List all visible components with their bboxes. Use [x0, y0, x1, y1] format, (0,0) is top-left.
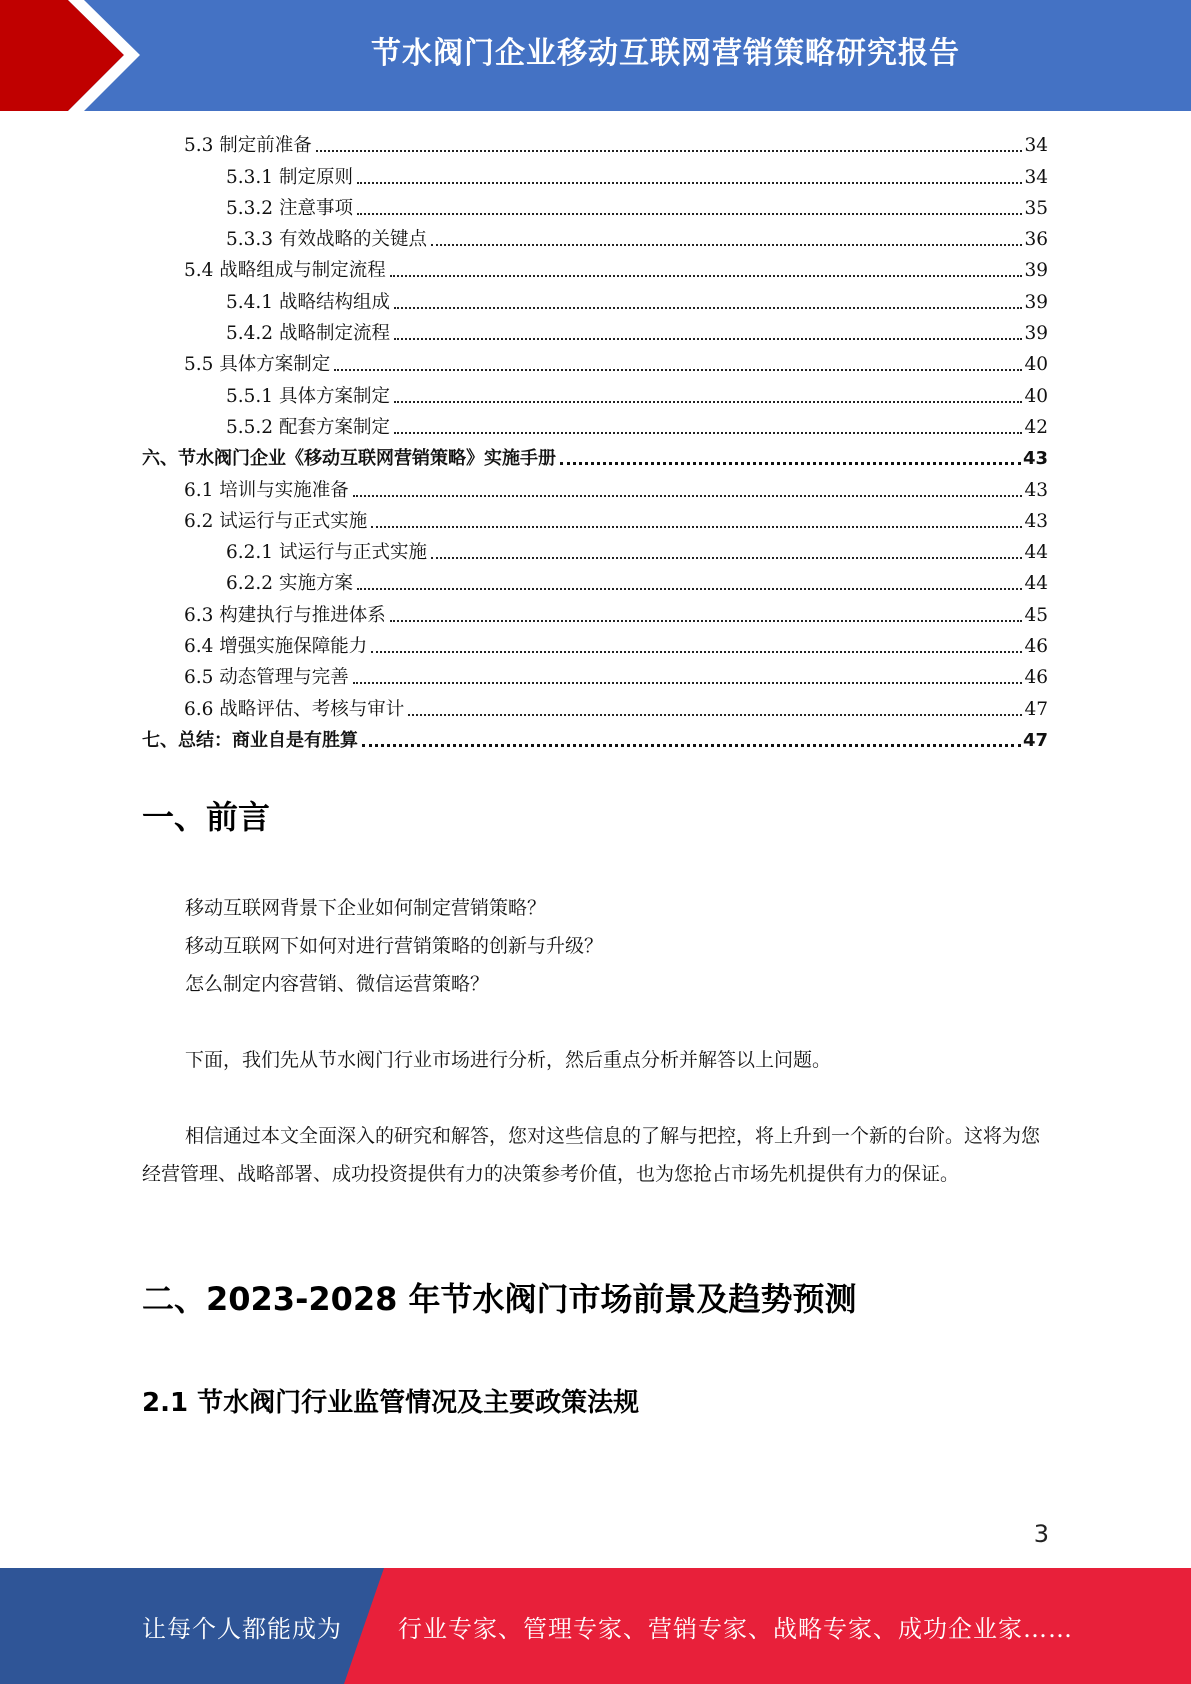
question-line: 移动互联网背景下企业如何制定营销策略？	[185, 897, 547, 919]
toc-dot-leader	[394, 307, 1022, 309]
toc-entry-page: 34	[1024, 166, 1048, 188]
toc-entry[interactable]	[142, 378, 1048, 409]
toc-entry-title: 5.4.1 战略结构组成	[226, 291, 390, 313]
footer-slogan-right: 行业专家、管理专家、营销专家、战略专家、成功企业家……	[398, 1614, 1073, 1643]
toc-dot-leader	[357, 213, 1023, 215]
toc-dot-leader	[371, 526, 1022, 528]
toc-entry-title: 6.6 战略评估、考核与审计	[184, 698, 405, 720]
toc-dot-leader	[362, 744, 1021, 747]
toc-entry-page: 47	[1024, 698, 1048, 720]
toc-entry-page: 36	[1024, 229, 1048, 251]
toc-entry-page: 46	[1024, 667, 1048, 689]
toc-dot-leader	[394, 338, 1022, 340]
toc-dot-leader	[394, 401, 1022, 403]
toc-entry-page: 40	[1024, 354, 1048, 376]
toc-entry[interactable]	[142, 441, 1048, 472]
toc-entry[interactable]	[142, 723, 1048, 754]
toc-entry-page: 44	[1024, 573, 1048, 595]
page-header	[0, 0, 1191, 111]
subsection-heading-regulation: 2.1 节水阀门行业监管情况及主要政策法规	[142, 1388, 640, 1418]
toc-entry-title: 6.2 试运行与正式实施	[184, 510, 368, 532]
toc-entry[interactable]	[142, 284, 1048, 315]
toc-entry-page: 34	[1024, 135, 1048, 157]
toc-dot-leader	[353, 495, 1023, 497]
toc-dot-leader	[394, 432, 1022, 434]
toc-entry-title: 5.3 制定前准备	[184, 135, 312, 157]
intro-paragraph: 下面，我们先从节水阀门行业市场进行分析，然后重点分析并解答以上问题。	[185, 1049, 832, 1071]
toc-entry[interactable]	[142, 504, 1048, 535]
toc-dot-leader	[390, 275, 1023, 277]
toc-dot-leader	[431, 244, 1022, 246]
toc-entry-page: 42	[1024, 416, 1048, 438]
toc-entry[interactable]	[142, 629, 1048, 660]
question-line: 怎么制定内容营销、微信运营策略？	[185, 973, 490, 995]
summary-paragraph: 相信通过本文全面深入的研究和解答，您对这些信息的了解与把控，将上升到一个新的台阶。这将为您经营管理、战略部署、成功投资提供有力的决策参考价值，也为您抢占市场先机提供有力的保证。	[142, 1125, 1041, 1185]
toc-entry-title: 6.2.1 试运行与正式实施	[226, 542, 427, 564]
footer-slogan-left: 让每个人都能成为	[142, 1614, 342, 1643]
toc-entry-title: 5.5 具体方案制定	[184, 354, 331, 376]
report-title: 节水阀门企业移动互联网营销策略研究报告	[371, 36, 960, 71]
toc-dot-leader	[431, 557, 1022, 559]
toc-entry[interactable]	[142, 660, 1048, 691]
toc-entry-title: 5.3.2 注意事项	[226, 197, 353, 219]
toc-dot-leader	[560, 462, 1021, 465]
toc-dot-leader	[357, 588, 1023, 590]
toc-entry-title: 六、节水阀门企业《移动互联网营销策略》实施手册	[142, 448, 556, 470]
toc-entry[interactable]	[142, 128, 1048, 159]
toc-dot-leader	[357, 182, 1023, 184]
toc-entry-page: 40	[1024, 385, 1048, 407]
toc-entry-title: 6.4 增强实施保障能力	[184, 636, 368, 658]
toc-entry[interactable]	[142, 691, 1048, 722]
header-red-arrow-icon	[0, 0, 150, 111]
toc-entry[interactable]	[142, 535, 1048, 566]
toc-entry-page: 39	[1024, 291, 1048, 313]
toc-entry[interactable]	[142, 472, 1048, 503]
toc-entry-title: 6.3 构建执行与推进体系	[184, 604, 386, 626]
toc-entry-page: 45	[1024, 604, 1048, 626]
toc-entry[interactable]	[142, 191, 1048, 222]
toc-entry-page: 44	[1024, 542, 1048, 564]
toc-entry-page: 47	[1022, 729, 1048, 751]
toc-entry-page: 39	[1024, 260, 1048, 282]
toc-dot-leader	[334, 369, 1022, 371]
page-footer	[0, 1568, 1191, 1684]
toc-entry[interactable]	[142, 597, 1048, 628]
toc-entry-page: 39	[1024, 323, 1048, 345]
toc-dot-leader	[353, 682, 1023, 684]
section-heading-preface: 一、前言	[142, 798, 271, 836]
toc-entry[interactable]	[142, 347, 1048, 378]
toc-entry-title: 6.1 培训与实施准备	[184, 479, 349, 501]
table-of-contents	[142, 128, 1048, 754]
toc-entry[interactable]	[142, 566, 1048, 597]
section-heading-market-forecast: 二、2023-2028 年节水阀门市场前景及趋势预测	[142, 1280, 857, 1318]
toc-entry-title: 5.5.2 配套方案制定	[226, 416, 390, 438]
toc-entry[interactable]	[142, 222, 1048, 253]
page-number: 3	[1033, 1520, 1049, 1548]
toc-entry[interactable]	[142, 316, 1048, 347]
toc-dot-leader	[316, 150, 1023, 152]
toc-entry-page: 46	[1024, 636, 1048, 658]
toc-entry-page: 43	[1024, 510, 1048, 532]
toc-entry-title: 七、总结：商业自是有胜算	[142, 729, 358, 751]
toc-dot-leader	[408, 714, 1022, 716]
toc-entry-page: 43	[1024, 479, 1048, 501]
toc-dot-leader	[371, 651, 1022, 653]
toc-entry-title: 5.3.3 有效战略的关键点	[226, 229, 427, 251]
toc-entry[interactable]	[142, 253, 1048, 284]
toc-entry-title: 6.2.2 实施方案	[226, 573, 353, 595]
toc-entry-title: 5.4 战略组成与制定流程	[184, 260, 386, 282]
question-line: 移动互联网下如何对进行营销策略的创新与升级？	[185, 935, 604, 957]
toc-entry-title: 5.4.2 战略制定流程	[226, 323, 390, 345]
toc-entry-page: 35	[1024, 197, 1048, 219]
toc-entry[interactable]	[142, 410, 1048, 441]
toc-entry-title: 5.3.1 制定原则	[226, 166, 353, 188]
toc-entry-page: 43	[1022, 448, 1048, 470]
toc-entry-title: 6.5 动态管理与完善	[184, 667, 349, 689]
toc-dot-leader	[390, 620, 1023, 622]
toc-entry[interactable]	[142, 159, 1048, 190]
toc-entry-title: 5.5.1 具体方案制定	[226, 385, 390, 407]
